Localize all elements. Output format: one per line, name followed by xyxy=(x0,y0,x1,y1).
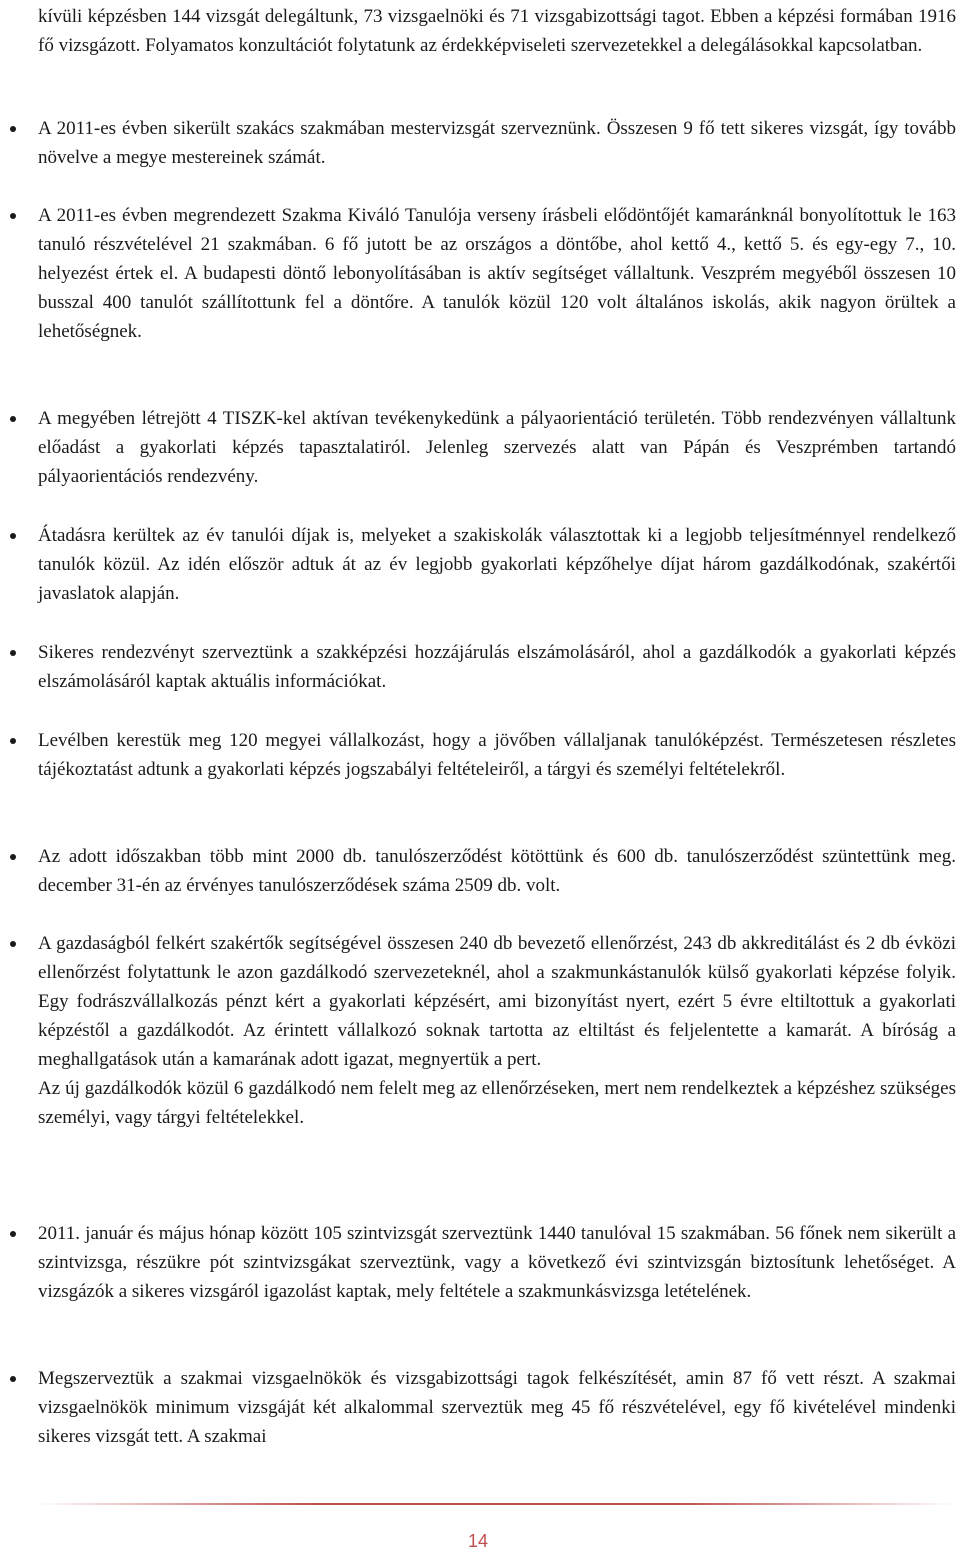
list-item-text: Levélben kerestük meg 120 megyei vállalkozást, hogy a jövőben vállaljanak tanulóképzést. Természetesen részletes tájékoztatást adtunk a gyakorlati képzés jogszabályi feltételeiről, a tárgyi és személyi feltételekről. xyxy=(38,730,956,780)
bullet-icon xyxy=(10,1231,16,1237)
list-item-text: Megszerveztük a szakmai vizsgaelnökök és vizsgabizottsági tagok felkészítését, amin 87 fő vett részt. A szakmai vizsgaelnökök minimum vizsgáját két alkalommal szerveztük meg 45 fő részvételével, egy fő kivételével mindenki sikeres vizsgát tett. A szakmai xyxy=(38,1368,956,1447)
page-number: 14 xyxy=(467,1531,489,1551)
list-item-text: A gazdaságból felkért szakértők segítségével összesen 240 db bevezető ellenőrzést, 243 db akkreditálást és 2 db évközi ellenőrzést folytattunk le azon gazdálkodó szervezeteknél, ahol a szakmunkástanulók külső gyakorlati képzése folyik. Egy fodrászvállalkozás pénzt kért a gyakorlati képzésért, ami bizonyítást nyert, ezért 5 évre eltiltottuk a gyakorlati képzéstől a gazdálkodót. Az érintett vállalkozó soknak tartotta az eltiltást és feljelentette a kamarát. A bíróság a meghallgatások után a kamarának adott igazat, megnyertük a pert. xyxy=(38,933,956,1070)
list-item-text: 2011. január és május hónap között 105 szintvizsgát szerveztünk 1440 tanulóval 15 szakmában. 56 főnek nem sikerült a szintvizsga, részükre pót szintvizsgákat szerveztünk, vagy a következő évi szintvizsgán biztosítunk lehetőséget. A vizsgázók a sikeres vizsgáról igazolást kaptak, mely feltétele a szakmunkásvizsga letételének. xyxy=(38,1223,956,1302)
list-item-text: Az adott időszakban több mint 2000 db. tanulószerződést kötöttünk és 600 db. tanulószerződést szüntettünk meg. december 31-én az érvényes tanulószerződések száma 2509 db. volt. xyxy=(38,846,956,896)
bullet-icon xyxy=(10,126,16,132)
list-item-text: A 2011-es évben megrendezett Szakma Kiváló Tanulója verseny írásbeli elődöntőjét kamaránknál bonyolítottuk le 163 tanuló részvételével 21 szakmában. 6 fő jutott be az országos a döntőbe, ahol kettő 4., kettő 5. és egy-egy 7., 10. helyezést értek el. A budapesti döntő lebonyolításában is aktív segítséget vállaltunk. Veszprém megyéből összesen 10 busszal 400 tanulót szállítottunk fel a döntőre. A tanulók közül 120 volt általános iskolás, akik nagyon örültek a lehetőségnek. xyxy=(38,205,956,342)
bullet-icon xyxy=(10,416,16,422)
bullet-icon xyxy=(10,533,16,539)
list-item xyxy=(38,638,956,696)
intro-paragraph: kívüli képzésben 144 vizsgát delegáltunk, 73 vizsgaelnöki és 71 vizsgabizottsági tagot. Ebben a képzési formában 1916 fő vizsgázott. Folyamatos konzultációt folytatunk az érdekképviseleti szervezetekkel a delegálásokkal kapcsolatban. xyxy=(38,6,956,56)
list-item-continuation: Az új gazdálkodók közül 6 gazdálkodó nem felelt meg az ellenőrzéseken, mert nem rendelkeztek a képzéshez szükséges személyi, vagy tárgyi feltételekkel. xyxy=(38,1078,956,1128)
bullet-icon xyxy=(10,213,16,219)
list-item-text: Sikeres rendezvényt szerveztünk a szakképzési hozzájárulás elszámolásáról, ahol a gazdálkodók a gyakorlati képzés elszámolásáról kaptak aktuális információkat. xyxy=(38,642,956,692)
list-item xyxy=(38,201,956,346)
list-item xyxy=(38,1364,956,1451)
list-item-text: Átadásra kerültek az év tanulói díjak is, melyeket a szakiskolák választottak ki a legjobb teljesítménnyel rendelkező tanulók közül. Az idén először adtuk át az év legjobb gyakorlati képzőhelye díjat három gazdálkodónak, szakértői javaslatok alapján. xyxy=(38,525,956,604)
footer-divider xyxy=(36,1503,956,1505)
bullet-icon xyxy=(10,1376,16,1382)
list-item xyxy=(38,521,956,608)
bullet-icon xyxy=(10,650,16,656)
list-item xyxy=(38,726,956,784)
list-item xyxy=(38,1219,956,1306)
list-item xyxy=(38,929,956,1132)
list-item xyxy=(38,404,956,491)
bullet-icon xyxy=(10,738,16,744)
list-item xyxy=(38,842,956,900)
list-item xyxy=(38,114,956,172)
bullet-icon xyxy=(10,854,16,860)
list-item-text: A 2011-es évben sikerült szakács szakmában mestervizsgát szerveznünk. Összesen 9 fő tett sikeres vizsgát, így tovább növelve a megye mestereinek számát. xyxy=(38,118,956,168)
list-item-text: A megyében létrejött 4 TISZK-kel aktívan tevékenykedünk a pályaorientáció területén. Több rendezvényen vállaltunk előadást a gyakorlati képzés tapasztalatiról. Jelenleg szervezés alatt van Pápán és Veszprémben tartandó pályaorientációs rendezvény. xyxy=(38,408,956,487)
bullet-icon xyxy=(10,941,16,947)
